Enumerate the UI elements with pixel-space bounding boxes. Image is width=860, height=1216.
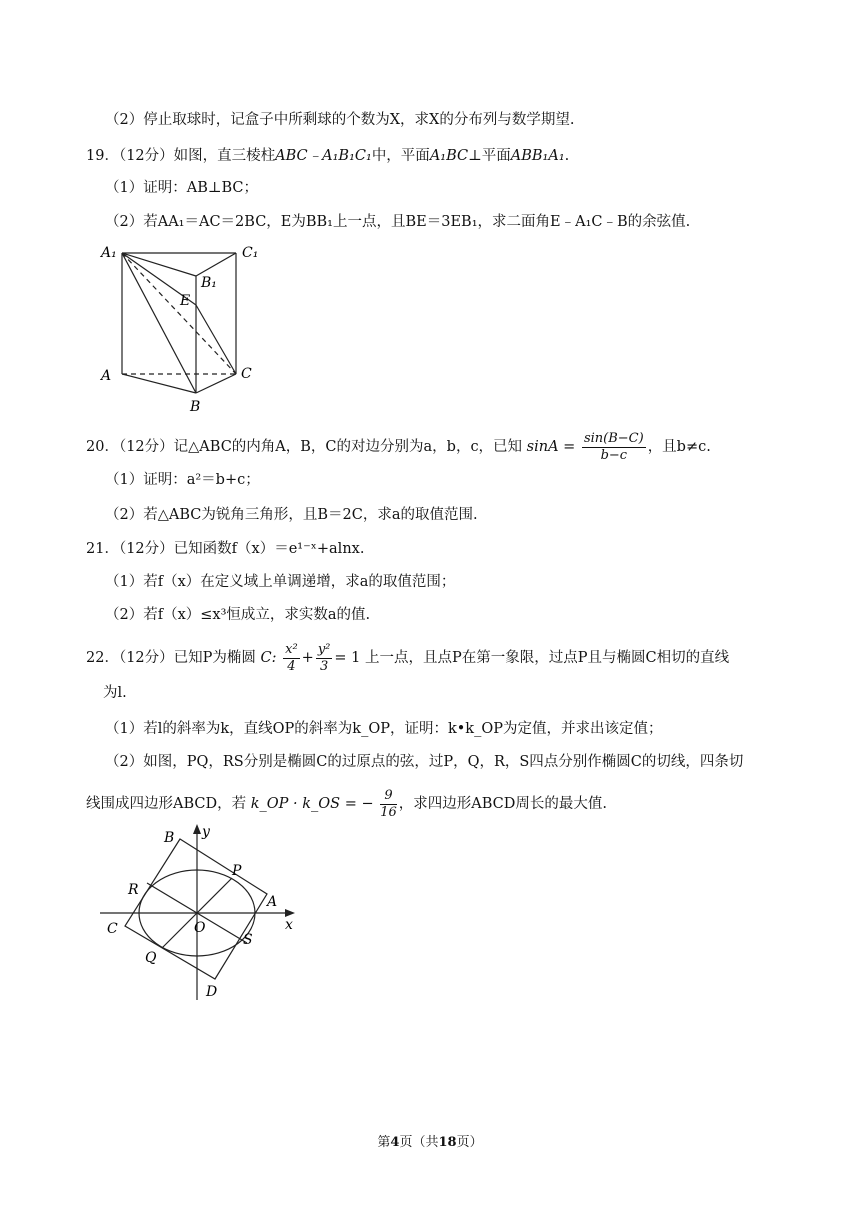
q20-stem — [86, 430, 711, 464]
page-footer — [0, 1131, 860, 1150]
q22-ellipse-figure — [95, 822, 310, 1002]
label-B: B — [190, 399, 201, 415]
footer-page: 4 — [390, 1135, 400, 1150]
label-B1: B₁ — [201, 275, 217, 291]
q19-plane2: ABB₁A₁ — [510, 148, 565, 164]
q22-part2-c: ，求四边形ABCD周长的最大值. — [398, 796, 608, 812]
q22-part2-a: （2）如图，PQ，RS分别是椭圆C的过原点的弦，过P，Q，R，S四点分别作椭圆C的切线，四条切 — [105, 754, 744, 770]
label-B: B — [164, 830, 175, 846]
q19-prism-figure — [95, 238, 270, 416]
label-x: x — [285, 917, 293, 933]
q22-stem-a: 22．（12分）已知P为椭圆 — [86, 650, 256, 666]
q19-prism: ABC﹣A₁B₁C₁ — [275, 148, 372, 164]
q19-stem-a: 19．（12分）如图，直三棱柱 — [86, 148, 276, 164]
footer-post: 页） — [456, 1135, 483, 1150]
q20-stem-a: 20．（12分）记△ABC的内角A，B，C的对边分别为a，b，c，已知 — [86, 439, 523, 455]
q22-cond-frac — [380, 788, 397, 821]
q22-frac1-num: x² — [285, 641, 298, 657]
q19-plane1: A₁BC — [429, 148, 469, 164]
label-P: P — [232, 863, 242, 879]
q22-part2-line2 — [86, 786, 607, 822]
q19-stem-b: 中，平面 — [371, 148, 430, 164]
label-R: R — [128, 882, 139, 898]
q22-frac2-num: y² — [317, 641, 331, 657]
q22-frac1 — [283, 642, 300, 675]
q22-stem-c: 为l. — [103, 685, 127, 701]
q19-stem-end: . — [564, 148, 570, 164]
footer-total: 18 — [438, 1135, 457, 1150]
q19-part1: （1）证明：AB⊥BC； — [105, 180, 259, 196]
q22-part2-b: 线围成四边形ABCD，若 — [86, 796, 247, 812]
label-Q: Q — [145, 950, 157, 966]
q19-part2: （2）若AA₁＝AC＝2BC，E为BB₁上一点，且BE＝3EB₁，求二面角E﹣A₁C﹣B的余弦值. — [105, 214, 691, 230]
label-C: C — [241, 366, 252, 382]
q21-part1: （1）若f（x）在定义域上单调递增，求a的取值范围； — [105, 574, 456, 590]
label-y: y — [202, 824, 210, 840]
q21-stem: 21．（12分）已知函数f（x）＝e¹⁻ˣ+alnx. — [86, 541, 365, 557]
label-E: E — [180, 293, 191, 309]
label-A1: A₁ — [101, 245, 117, 261]
label-A: A — [101, 368, 112, 384]
q22-cond-den: 16 — [380, 804, 397, 820]
q21-part2: （2）若f（x）≤x³恒成立，求实数a的值. — [105, 607, 371, 623]
q20-frac-num: sin(B−C) — [583, 430, 644, 446]
q20-fraction — [582, 431, 646, 464]
q22-eq-rhs: = 1 — [334, 650, 361, 666]
label-O: O — [194, 920, 206, 936]
q22-stem — [86, 640, 729, 676]
q20-part1: （1）证明：a²＝b+c； — [105, 472, 260, 488]
q22-frac2-den: 3 — [319, 658, 329, 674]
q22-cond-num: 9 — [380, 788, 397, 805]
q22-stem-b: 上一点，且点P在第一象限，过点P且与椭圆C相切的直线 — [364, 650, 730, 666]
q22-frac1-den: 4 — [287, 658, 296, 674]
q19-stem — [86, 146, 569, 166]
q20-frac-den: b−c — [600, 447, 628, 463]
footer-mid: 页（共 — [399, 1135, 439, 1150]
label-C1: C₁ — [242, 245, 259, 261]
q22-part1: （1）若l的斜率为k，直线OP的斜率为k_OP，证明：k•k_OP为定值，并求出该定值； — [105, 721, 663, 737]
q20-part2: （2）若△ABC为锐角三角形，且B＝2C，求a的取值范围. — [105, 507, 478, 523]
footer-pre: 第 — [377, 1135, 391, 1150]
label-S: S — [243, 932, 253, 948]
q22-frac2 — [316, 642, 333, 675]
q20-stem-b: ，且b≠c. — [647, 439, 711, 455]
q20-lhs: sinA = — [526, 439, 576, 455]
q22-cond-lhs: k_OP · k_OS = − — [250, 796, 374, 812]
label-D: D — [206, 984, 218, 1000]
label-C: C — [107, 921, 118, 937]
label-A: A — [267, 894, 278, 910]
q18-part2: （2）停止取球时，记盒子中所剩球的个数为X，求X的分布列与数学期望. — [105, 112, 575, 128]
q22-plus: + — [301, 650, 314, 666]
q19-stem-c: ⊥平面 — [468, 148, 511, 164]
q22-ellipse-name: C: — [260, 650, 277, 666]
